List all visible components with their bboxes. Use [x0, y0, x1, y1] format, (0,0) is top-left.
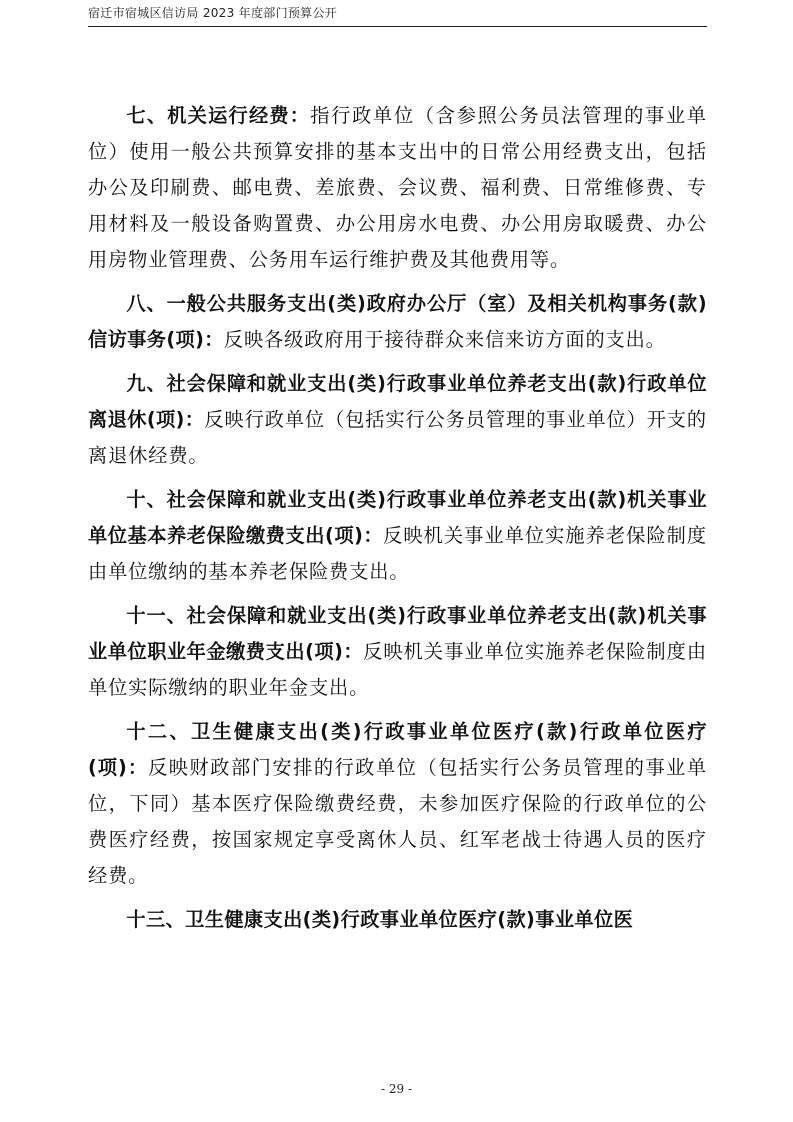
paragraph-10: [88, 482, 707, 590]
paragraph-text: 反映机关事业单位实施养老保险制度由单位缴纳的基本养老保险费支出。: [88, 524, 707, 583]
paragraph-11: [88, 598, 707, 706]
document-header: 宿迁市宿城区信访局 2023 年度部门预算公开: [88, 6, 338, 20]
document-body: [88, 98, 707, 946]
paragraph-text: 反映各级政府用于接待群众来信来访方面的支出。: [223, 328, 666, 351]
paragraph-heading: 十三、卫生健康支出(类)行政事业单位医疗(款)事业单位医: [126, 908, 634, 931]
header-divider: [88, 26, 707, 27]
paragraph-text: 反映行政单位（包括实行公务员管理的事业单位）开支的离退休经费。: [88, 408, 708, 467]
paragraph-8: [88, 286, 707, 358]
page-number: - 29 -: [380, 1082, 412, 1096]
paragraph-text: 反映财政部门安排的行政单位（包括实行公务员管理的事业单位，下同）基本医疗保险缴费经费，未参加医疗保险的行政单位的公费医疗经费，按国家规定享受离休人员、红军老战士待遇人员的医疗经费。: [88, 756, 707, 887]
paragraph-heading: 八、一般公共服务支出(类)政府办公厅（室）及相关机构事务(款)信访事务(项)：: [88, 292, 707, 351]
paragraph-13: [88, 902, 707, 938]
paragraph-heading: 七、机关运行经费：: [126, 104, 311, 127]
paragraph-text: 指行政单位（含参照公务员法管理的事业单位）使用一般公共预算安排的基本支出中的日常公用经费支出，包括办公及印刷费、邮电费、差旅费、会议费、福利费、日常维修费、专用材料及一般设备购置费、办公用房水电费、办公用房取暖费、办公用房物业管理费、公务用车运行维护费及其他费用等。: [88, 104, 707, 271]
paragraph-heading: 十一、社会保障和就业支出(类)行政事业单位养老支出(款)机关事业单位职业年金缴费支出(项)：: [88, 604, 707, 663]
paragraph-text: 反映机关事业单位实施养老保险制度由单位实际缴纳的职业年金支出。: [88, 640, 707, 699]
paragraph-heading: 九、社会保障和就业支出(类)行政事业单位养老支出(款)行政单位离退休(项)：: [88, 372, 707, 431]
paragraph-12: [88, 714, 707, 894]
paragraph-9: [88, 366, 707, 474]
paragraph-7: [88, 98, 707, 278]
paragraph-heading: 十二、卫生健康支出(类)行政事业单位医疗(款)行政单位医疗(项)：: [88, 720, 707, 779]
paragraph-heading: 十、社会保障和就业支出(类)行政事业单位养老支出(款)机关事业单位基本养老保险缴费支出(项)：: [88, 488, 707, 547]
